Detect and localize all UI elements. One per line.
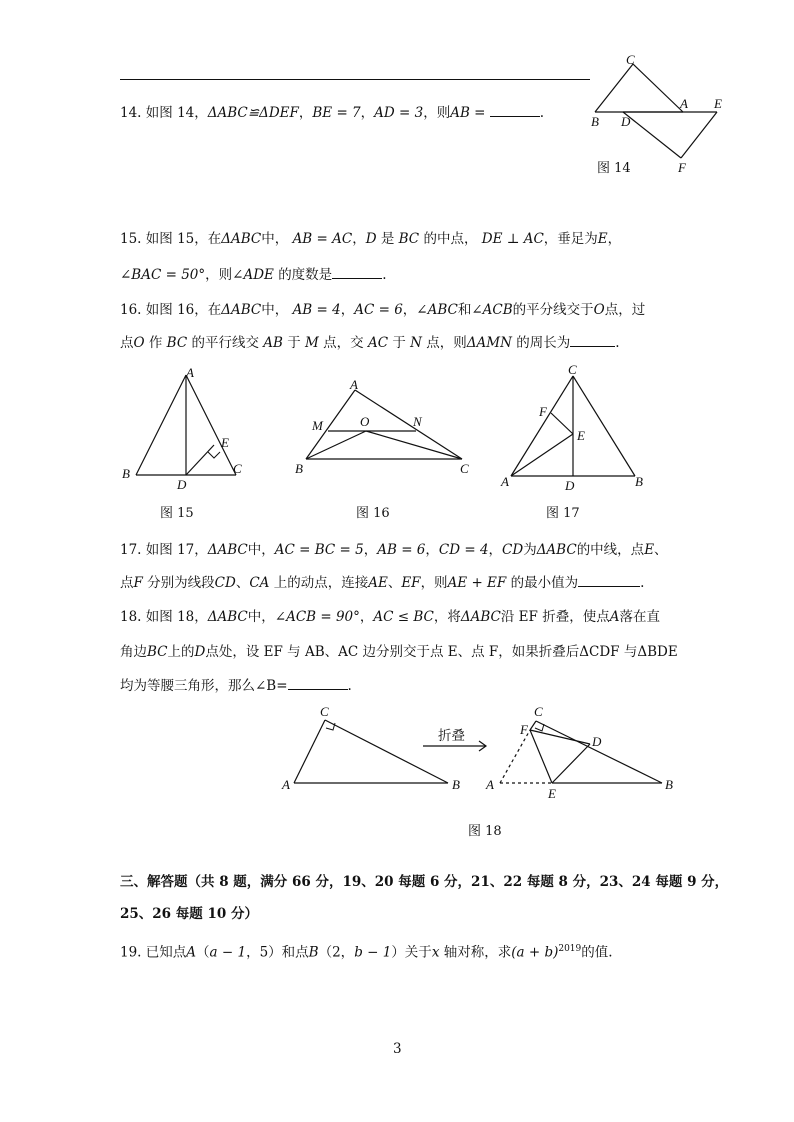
fig14-label-B: B: [591, 114, 599, 129]
fig16-label-N: N: [413, 414, 422, 429]
question-18-line3: 均为等腰三角形，那么∠B= .: [120, 678, 352, 694]
fig16-seg-AC: [355, 390, 462, 459]
fig17-label-A: A: [501, 474, 509, 489]
fig18-left-label-A: A: [282, 777, 290, 792]
q17-number: 17.: [120, 542, 142, 558]
section3-heading-line2: 25、26 每题 10 分）: [120, 906, 258, 922]
fig18-right-label-F: F: [520, 722, 528, 737]
page-number: 3: [393, 1041, 402, 1057]
fig14-seg-DF: [623, 112, 681, 158]
fig16-label-M: M: [312, 418, 323, 433]
fig17-label-E: E: [577, 428, 585, 443]
fig14-seg-EF: [681, 112, 717, 158]
fig15-label-D: D: [177, 477, 187, 492]
fig15-label-C: C: [233, 461, 242, 476]
fig16-seg-BO: [306, 431, 366, 459]
fig18-right-label-C: C: [534, 704, 543, 719]
fig18-left-seg-AC: [294, 720, 325, 783]
fig18-right-label-D: D: [592, 734, 602, 749]
question-15-line2: ∠BAC = 50°，则∠ADE 的度数是 .: [120, 267, 387, 283]
fig15-caption: 图 15: [160, 506, 194, 521]
fig18-right-label-A: A: [486, 777, 494, 792]
fig15-seg-DE: [186, 445, 214, 475]
fig14-label-A: A: [680, 96, 688, 111]
fig18-caption: 图 18: [468, 824, 502, 839]
fig18-right-label-E: E: [548, 786, 556, 801]
fig18-right-seg-ED: [552, 744, 590, 783]
fig18-right-dashed-AF: [500, 730, 530, 783]
figure-15: [118, 365, 258, 495]
fig18-right-seg-CB: [536, 721, 662, 783]
fig18-right-seg-FE: [530, 730, 552, 783]
figure-16: [290, 375, 480, 485]
fig17-seg-CA: [511, 376, 573, 476]
fig14-caption: 图 14: [597, 161, 631, 176]
fig16-label-C: C: [460, 461, 469, 476]
answer-blank[interactable]: [578, 574, 640, 587]
fig17-seg-FE: [551, 413, 573, 434]
fig16-label-A: A: [350, 377, 358, 392]
question-17-line2: 点F 分别为线段CD、CA 上的动点，连接AE、EF，则AE + EF 的最小值为 .: [120, 575, 645, 591]
fig17-seg-AE: [511, 434, 573, 476]
q19-number: 19.: [120, 944, 142, 961]
question-19: 19. 已知点A（a − 1，5）和点B（2，b − 1）关于x 轴对称，求$(a + b)^{2019}$的值.: [120, 944, 613, 961]
fold-label: 折叠: [438, 728, 465, 743]
q18-number: 18.: [120, 609, 142, 625]
question-18-line2: 角边BC上的D点处，设 EF 与 AB、AC 边分别交于点 E、点 F，如果折叠后ΔCDF 与ΔBDE: [120, 644, 678, 660]
answer-blank[interactable]: [332, 266, 382, 279]
fig18-left-label-B: B: [452, 777, 460, 792]
fig18-right-seg-CF: [530, 721, 536, 730]
section3-heading-line1: 三、解答题（共 8 题，满分 66 分，19、20 每题 6 分，21、22 每题 8 分，23、24 每题 9 分，: [120, 874, 729, 890]
fig15-right-angle-mark: [208, 452, 220, 458]
answer-blank[interactable]: [288, 677, 348, 690]
fig17-label-C: C: [568, 362, 577, 377]
fig14-seg-BC: [595, 64, 633, 112]
fig17-caption: 图 17: [546, 506, 580, 521]
fig17-label-F: F: [539, 404, 547, 419]
fig14-label-D: D: [621, 114, 631, 129]
fig17-label-D: D: [565, 478, 575, 493]
fig18-right-seg-FD: [530, 730, 590, 744]
question-16-line1: 16. 如图 16，在ΔABC中， AB = 4，AC = 6，∠ABC和∠ACB的平分线交于O点，过: [120, 302, 646, 318]
question-15-line1: 15. 如图 15，在ΔABC中， AB = AC，D 是 BC 的中点， DE ⊥ AC，垂足为E，: [120, 231, 622, 247]
fig14-label-F: F: [678, 160, 686, 175]
fig18-right-label-B: B: [665, 777, 673, 792]
question-14: 14. 如图 14，ΔABC≌ΔDEF，BE = 7，AD = 3，则AB = .: [120, 105, 545, 121]
fig18-left-seg-CB: [325, 720, 448, 783]
header-rule: [120, 79, 590, 80]
fig17-label-B: B: [635, 474, 643, 489]
fig14-seg-CA: [633, 64, 683, 112]
q14-number: 14.: [120, 105, 142, 121]
fig15-label-A: A: [186, 365, 194, 380]
fig18-left-label-C: C: [320, 704, 329, 719]
fig16-label-B: B: [295, 461, 303, 476]
fig14-label-C: C: [626, 52, 635, 67]
answer-blank[interactable]: [490, 104, 540, 117]
figure-18: [278, 700, 688, 805]
question-16-line2: 点O 作 BC 的平行线交 AB 于 M 点，交 AC 于 N 点，则ΔAMN 的周长为 .: [120, 335, 620, 351]
fig17-seg-CB: [573, 376, 635, 476]
q16-number: 16.: [120, 302, 142, 318]
fig15-seg-AC: [186, 375, 236, 475]
fig16-label-O: O: [360, 414, 370, 429]
fig18-right-right-angle-mark: [535, 724, 544, 731]
fig16-caption: 图 16: [356, 506, 390, 521]
figure-17: [495, 358, 655, 498]
question-18-line1: 18. 如图 18，ΔABC中，∠ACB = 90°，AC ≤ BC，将ΔABC沿 EF 折叠，使点A落在直: [120, 609, 660, 625]
fig16-seg-CO: [366, 431, 462, 459]
question-17-line1: 17. 如图 17，ΔABC中，AC = BC = 5，AB = 6，CD = 4，CD为ΔABC的中线，点E、: [120, 542, 668, 558]
answer-blank[interactable]: [570, 334, 615, 347]
fig14-label-E: E: [714, 96, 722, 111]
fig15-label-B: B: [122, 466, 130, 481]
q15-number: 15.: [120, 231, 142, 247]
fig15-seg-AB: [136, 375, 186, 475]
fig15-label-E: E: [221, 435, 229, 450]
